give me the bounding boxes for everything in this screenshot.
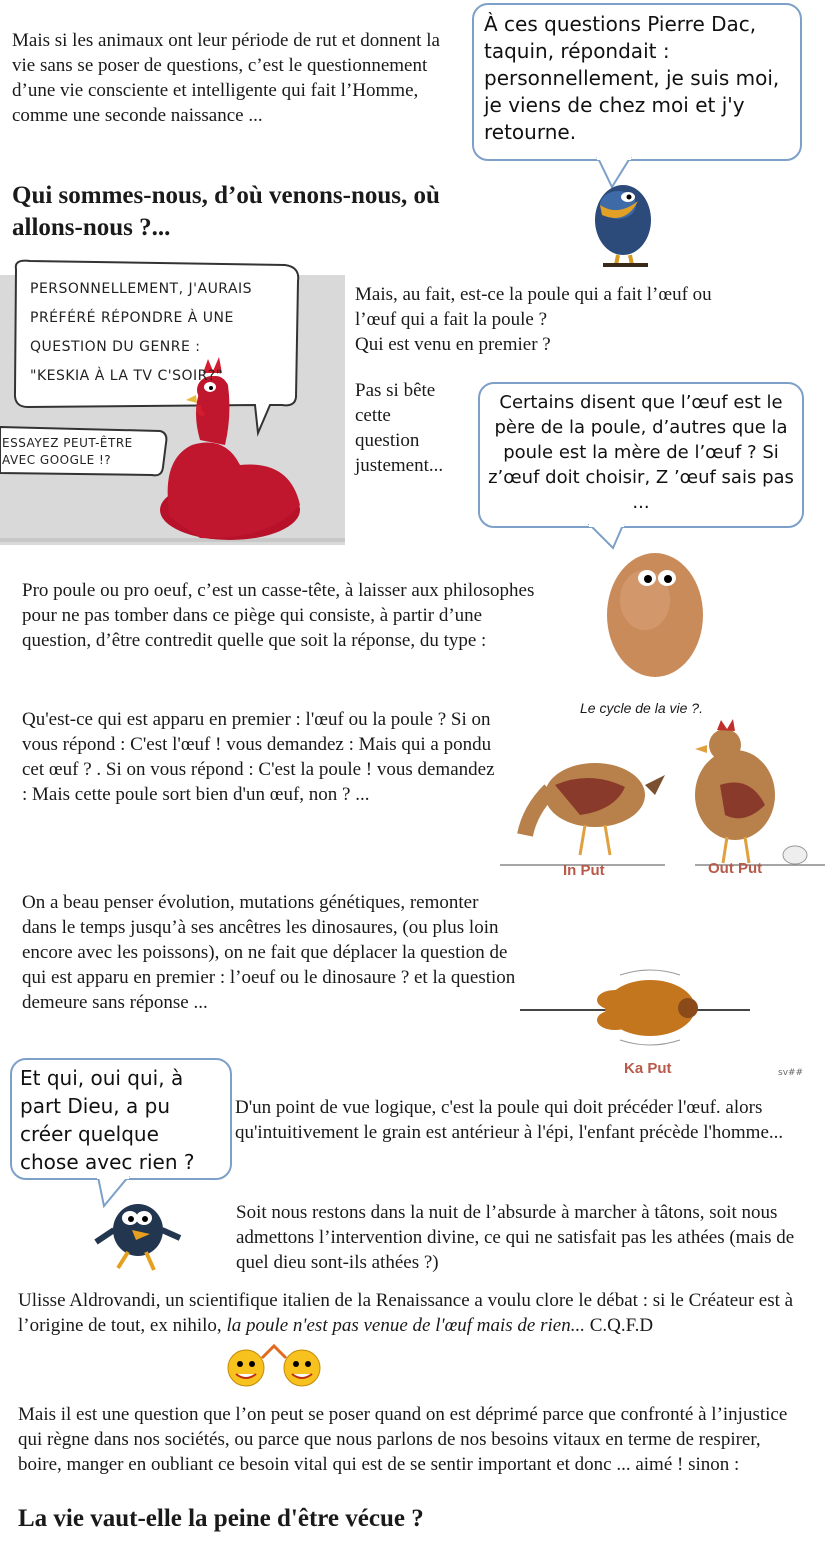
text-line: l’œuf qui a fait la poule ? bbox=[355, 309, 548, 330]
chicken-cycle-illustration bbox=[495, 715, 827, 895]
running-bird-illustration bbox=[88, 1190, 188, 1275]
ulisse-italic-text: la poule n'est pas venue de l'œuf mais de rien... bbox=[226, 1315, 585, 1336]
cartoon-speech-line: QUESTION DU GENRE : bbox=[30, 339, 201, 355]
text-line: question bbox=[355, 430, 420, 451]
in-put-label: In Put bbox=[563, 862, 605, 879]
dieu-speech-bubble bbox=[10, 1058, 232, 1180]
ulisse-paragraph bbox=[18, 1288, 826, 1338]
poule-oeuf-paragraph bbox=[355, 282, 825, 357]
dieu-quote: Et qui, oui qui, à part Dieu, a pu créer quelque chose avec rien ? bbox=[20, 1066, 195, 1174]
pas-si-bete-text bbox=[355, 378, 475, 478]
question-paragraph: Qu'est-ce qui est apparu en premier : l'œuf ou la poule ? Si on vous répond : C'est l'œuf ! vous demandez : Mais qui a pondu cet œuf ? . Si on vous répond : C'est la poule ! vous demandez : Mais cette poule sort bien d'un œuf, non ? ... bbox=[22, 709, 495, 805]
blue-bird-illustration bbox=[588, 175, 658, 270]
cartoon-side-line: ESSAYEZ PEUT-ÊTRE bbox=[2, 436, 133, 450]
artist-signature: sv## bbox=[778, 1068, 804, 1078]
ka-put-label: Ka Put bbox=[624, 1060, 672, 1077]
cartoon-speech-line: PERSONNELLEMENT, J'AURAIS bbox=[30, 281, 253, 297]
evolution-paragraph: On a beau penser évolution, mutations génétiques, remonter dans le temps jusqu’à ses ancêtres les dinosaures, (ou plus loin encore avec les poissons), on ne fait que déplacer la question de qui est apparu en premier : l’oeuf ou le dinosaure ? et la question demeure sans réponse ... bbox=[22, 892, 516, 1013]
cartoon-speech-text bbox=[30, 275, 290, 391]
text-line: cette bbox=[355, 405, 391, 426]
text-line: Pas si bête bbox=[355, 380, 436, 401]
oeuf-quote: Certains disent que l’œuf est le père de la poule, d’autres que la poule est la mère de l’œuf ? Si z’œuf doit choisir, Z ’œuf sais pas ... bbox=[488, 392, 794, 513]
text-line: Qui est venu en premier ? bbox=[355, 334, 551, 355]
logique-paragraph: D'un point de vue logique, c'est la poule qui doit précéder l'œuf. alors qu'intuitivement le grain est antérieur à l'épi, l'enfant précède l'homme... bbox=[235, 1097, 784, 1143]
cycle-caption: Le cycle de la vie ?. bbox=[580, 700, 703, 716]
final-paragraph: Mais il est une question que l’on peut se poser quand on est déprimé parce que confronté à l’injustice qui règne dans nos sociétés, ou parce que nous parlons de nos besoins vitaux en terme de respirer, boire, manger en oubliant ce besoin vital qui est de se sentir important et donc ... aimé ! sinon : bbox=[18, 1404, 788, 1475]
cartoon-side-text bbox=[2, 435, 162, 469]
roast-chicken-illustration bbox=[520, 940, 827, 1060]
cartoon-side-line: AVEC GOOGLE !? bbox=[2, 453, 112, 467]
ulisse-text: Ulisse Aldrovandi, un scientifique italien de la Renaissance a voulu clore le débat : si le Créateur est à l’origine de tout, ex nihilo, bbox=[18, 1290, 794, 1336]
heading-la-vie: La vie vaut-elle la peine d'être vécue ? bbox=[18, 1505, 424, 1532]
egg-illustration bbox=[600, 540, 710, 680]
smiley-toast-icon bbox=[218, 1340, 330, 1390]
text-line: justement... bbox=[355, 455, 444, 476]
oeuf-speech-bubble bbox=[478, 382, 804, 528]
out-put-label: Out Put bbox=[708, 860, 763, 877]
ulisse-end-text: C.Q.F.D bbox=[589, 1315, 654, 1336]
pierre-dac-quote: À ces questions Pierre Dac, taquin, répondait : personnellement, je suis moi, je viens de chez moi et j'y retourne. bbox=[484, 12, 780, 144]
pierre-dac-speech-bubble bbox=[472, 3, 802, 161]
chicken-cartoon bbox=[0, 255, 345, 560]
pro-poule-paragraph: Pro poule ou pro oeuf, c’est un casse-tête, à laisser aux philosophes pour ne pas tomber dans ce piège qui consiste, à partir d’une question, d’être contredit quelle que soit la réponse, du type : bbox=[22, 580, 535, 651]
intro-paragraph: Mais si les animaux ont leur période de rut et donnent la vie sans se poser de questions, c’est le questionnement d’une vie consciente et intelligente qui fait l’Homme, comme une seconde naissance ... bbox=[12, 30, 440, 126]
heading-qui-sommes-nous: Qui sommes-nous, d’où venons-nous, où allons-nous ?... bbox=[12, 182, 440, 241]
text-line: Mais, au fait, est-ce la poule qui a fait l’œuf ou bbox=[355, 284, 712, 305]
cartoon-speech-line: PRÉFÉRÉ RÉPONDRE À UNE bbox=[30, 310, 234, 326]
cartoon-speech-line: "KESKIA À LA TV C'SOIR?" bbox=[30, 368, 223, 384]
nuit-paragraph: Soit nous restons dans la nuit de l’absurde à marcher à tâtons, soit nous admettons l’intervention divine, ce qui ne satisfait pas les athées (mais de quel dieu sont-ils athées ?) bbox=[236, 1202, 795, 1273]
